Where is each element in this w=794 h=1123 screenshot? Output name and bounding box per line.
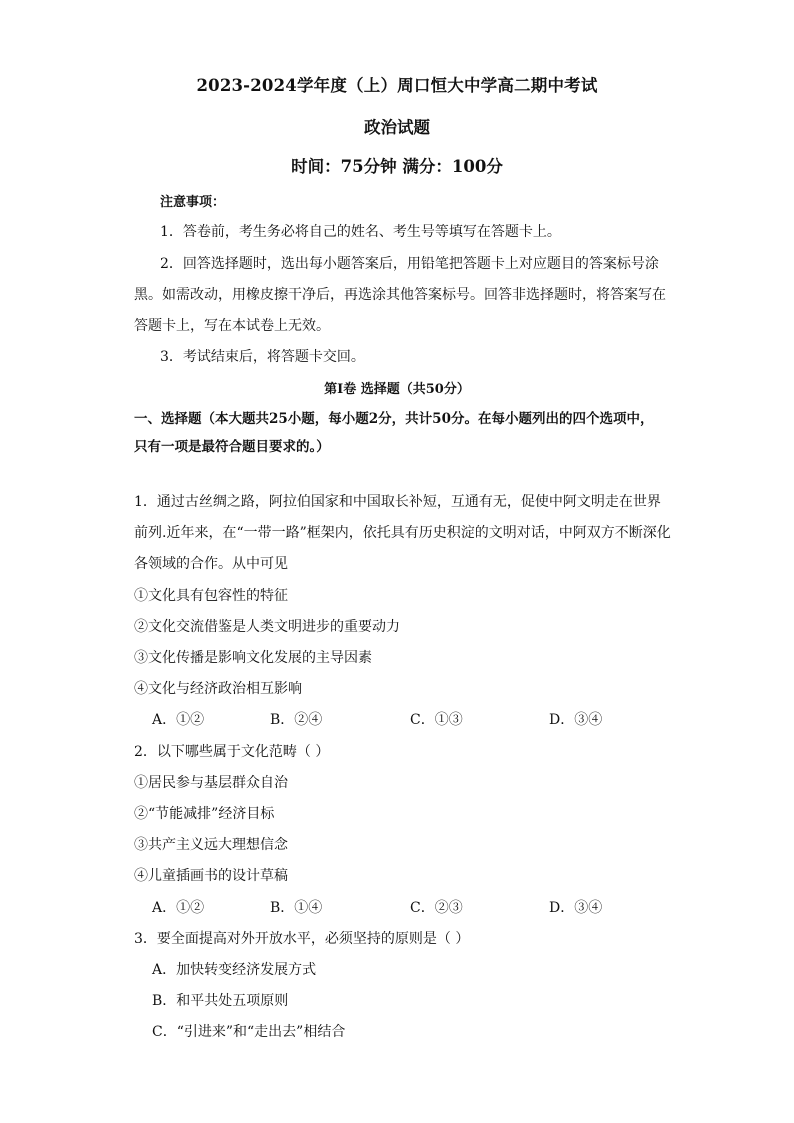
notice-item-1: 1．答卷前，考生务必将自己的姓名、考生号等填写在答题卡上。 <box>160 224 561 240</box>
q1-option-a[interactable]: A．①② <box>152 712 205 728</box>
q1-item-3: ③文化传播是影响文化发展的主导因素 <box>134 650 372 666</box>
q3-option-c[interactable]: C．“引进来”和“走出去”相结合 <box>152 1024 346 1040</box>
q1-stem-line-1: 1．通过古丝绸之路，阿拉伯国家和中国取长补短，互通有无，促使中阿文明走在世界 <box>134 494 661 510</box>
q2-options <box>0 898 794 918</box>
q1-option-b[interactable]: B．②④ <box>270 712 323 728</box>
notice-item-2-line-2: 黑。如需改动，用橡皮擦干净后，再选涂其他答案标号。回答非选择题时，将答案写在 <box>134 287 666 303</box>
part-heading <box>134 405 664 461</box>
q2-item-4: ④儿童插画书的设计草稿 <box>134 868 288 884</box>
q1-option-c[interactable]: C．①③ <box>410 712 463 728</box>
notice-item-3: 3．考试结束后，将答题卡交回。 <box>160 349 365 365</box>
q2-item-3: ③共产主义远大理想信念 <box>134 837 288 853</box>
section-title: 第Ⅰ卷 选择题（共50分） <box>324 382 470 397</box>
subject-title: 政治试题 <box>364 118 430 137</box>
q2-item-1: ①居民参与基层群众自治 <box>134 775 288 791</box>
time-score: 时间：75分钟 满分：100分 <box>291 157 503 176</box>
q1-options <box>0 710 794 730</box>
q2-option-d[interactable]: D．③④ <box>549 900 603 916</box>
notice-heading: 注意事项： <box>160 195 226 210</box>
q1-stem-line-2: 前列.近年来，在“一带一路”框架内，依托具有历史积淀的文明对话，中阿双方不断深化 <box>134 525 671 541</box>
q2-option-c[interactable]: C．②③ <box>410 900 463 916</box>
q2-option-b[interactable]: B．①④ <box>270 900 323 916</box>
q3-option-b[interactable]: B．和平共处五项原则 <box>152 993 289 1009</box>
q3-stem: 3．要全面提高对外开放水平，必须坚持的原则是（ ） <box>134 931 470 947</box>
q2-stem: 2．以下哪些属于文化范畴（ ） <box>134 744 330 760</box>
part-heading-line-2: 只有一项是最符合题目要求的。） <box>134 439 330 455</box>
q1-stem-line-3: 各领域的合作。从中可见 <box>134 556 288 572</box>
notice-item-2-line-3: 答题卡上，写在本试卷上无效。 <box>134 318 330 334</box>
q3-option-a[interactable]: A．加快转变经济发展方式 <box>152 962 317 978</box>
q1-item-2: ②文化交流借鉴是人类文明进步的重要动力 <box>134 619 400 635</box>
q1-item-4: ④文化与经济政治相互影响 <box>134 681 302 697</box>
q2-option-a[interactable]: A．①② <box>152 900 205 916</box>
notice-item-2-line-1: 2．回答选择题时，选出每小题答案后，用铅笔把答题卡上对应题目的答案标号涂 <box>160 256 659 272</box>
exam-title: 2023-2024学年度（上）周口恒大中学高二期中考试 <box>196 76 598 95</box>
q1-item-1: ①文化具有包容性的特征 <box>134 588 288 604</box>
q1-option-d[interactable]: D．③④ <box>549 712 603 728</box>
q2-item-2: ②“节能减排”经济目标 <box>134 806 275 822</box>
part-heading-line-1: 一、选择题（本大题共25小题，每小题2分，共计50分。在每小题列出的四个选项中， <box>134 411 654 427</box>
